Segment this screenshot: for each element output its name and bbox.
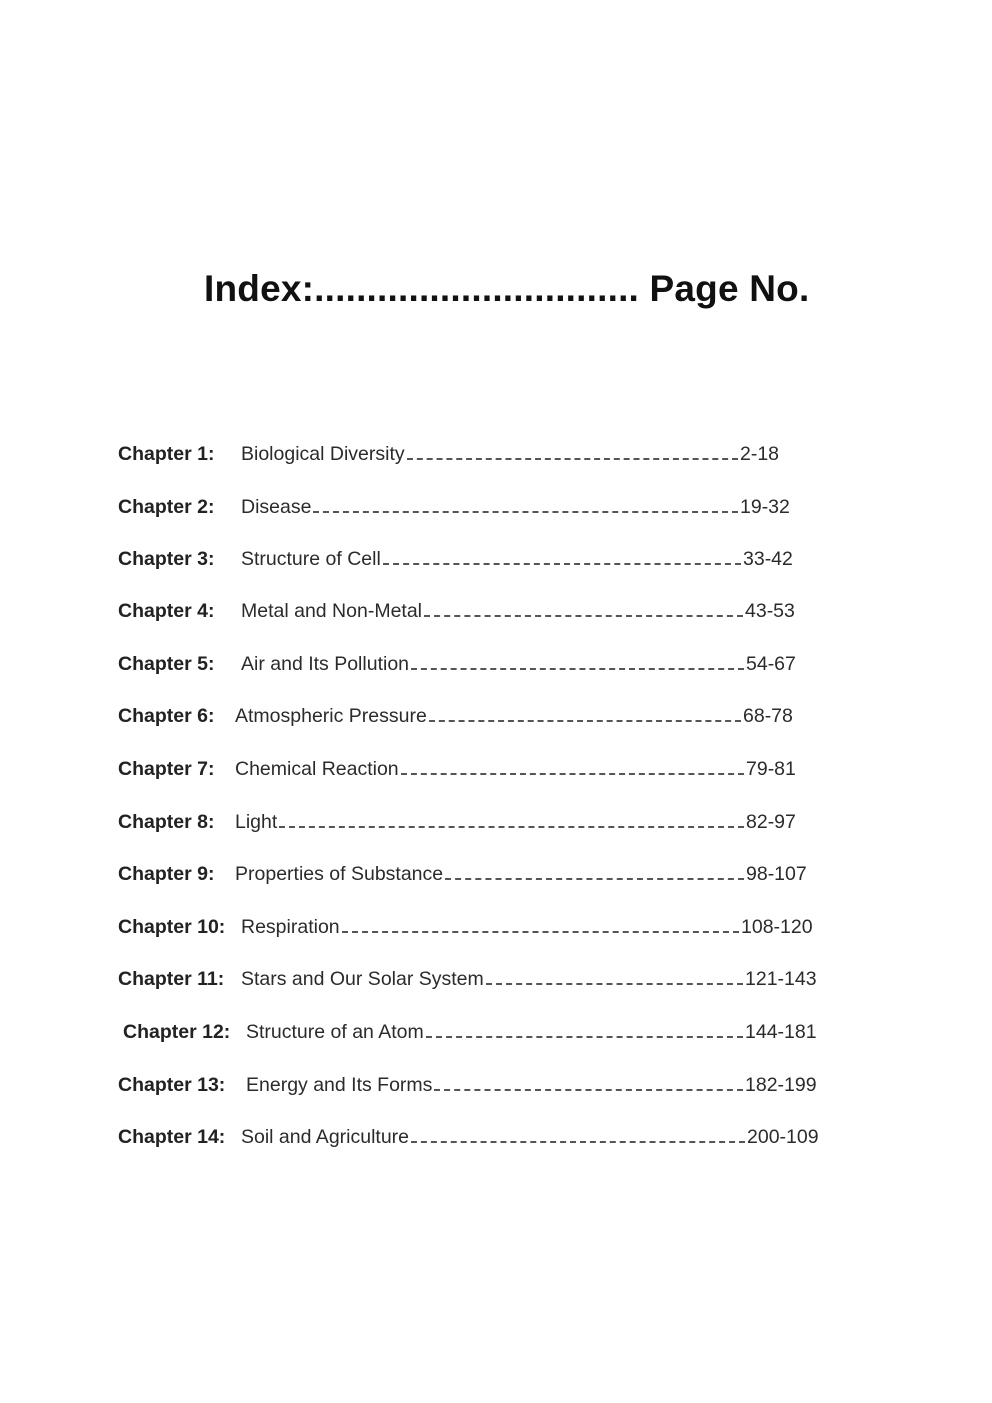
chapter-number: Chapter 14: bbox=[118, 1126, 226, 1148]
chapter-title: Atmospheric Pressure bbox=[235, 702, 428, 730]
page-range: 144-181 bbox=[745, 1021, 817, 1043]
toc-entry bbox=[118, 440, 838, 468]
dotted-leader bbox=[426, 1036, 743, 1038]
chapter-number: Chapter 12: bbox=[123, 1021, 231, 1043]
chapter-number: Chapter 6: bbox=[118, 705, 215, 727]
chapter-title: Air and Its Pollution bbox=[241, 650, 410, 678]
toc-entry bbox=[118, 1071, 838, 1099]
page-range: 79-81 bbox=[746, 758, 796, 780]
chapter-title: Metal and Non-Metal bbox=[241, 597, 423, 625]
chapter-number: Chapter 11: bbox=[118, 968, 225, 990]
toc-entry bbox=[118, 702, 838, 730]
dotted-leader bbox=[407, 458, 738, 460]
chapter-title: Soil and Agriculture bbox=[241, 1123, 410, 1151]
chapter-title: Structure of Cell bbox=[241, 545, 382, 573]
toc-entry bbox=[118, 597, 838, 625]
chapter-title: Biological Diversity bbox=[241, 440, 406, 468]
toc-entry bbox=[118, 860, 838, 888]
dotted-leader bbox=[411, 1141, 745, 1143]
chapter-number: Chapter 1: bbox=[118, 443, 215, 465]
chapter-number: Chapter 10: bbox=[118, 916, 226, 938]
page-range: 182-199 bbox=[745, 1074, 817, 1096]
page-range: 82-97 bbox=[746, 811, 796, 833]
toc-entry bbox=[118, 545, 838, 573]
toc-entry bbox=[118, 808, 838, 836]
chapter-number: Chapter 3: bbox=[118, 548, 215, 570]
page-range: 121-143 bbox=[745, 968, 817, 990]
chapter-number: Chapter 4: bbox=[118, 600, 215, 622]
chapter-title: Structure of an Atom bbox=[246, 1018, 425, 1046]
index-heading: Index:............................... Page No. bbox=[204, 268, 810, 309]
dotted-leader bbox=[411, 668, 744, 670]
chapter-title: Light bbox=[235, 808, 278, 836]
toc-entry bbox=[118, 965, 838, 993]
page-range: 98-107 bbox=[746, 863, 807, 885]
chapter-number: Chapter 13: bbox=[118, 1074, 226, 1096]
dotted-leader bbox=[424, 615, 743, 617]
dotted-leader bbox=[445, 878, 744, 880]
dotted-leader bbox=[383, 563, 741, 565]
chapter-title: Disease bbox=[241, 493, 312, 521]
dotted-leader bbox=[486, 983, 743, 985]
chapter-number: Chapter 5: bbox=[118, 653, 215, 675]
toc-entry bbox=[118, 650, 838, 678]
page-range: 108-120 bbox=[741, 916, 813, 938]
page-range: 54-67 bbox=[746, 653, 796, 675]
dotted-leader bbox=[434, 1089, 743, 1091]
toc-entry bbox=[123, 1018, 843, 1046]
toc-entry bbox=[118, 755, 838, 783]
chapter-title: Respiration bbox=[241, 913, 341, 941]
chapter-title: Chemical Reaction bbox=[235, 755, 400, 783]
chapter-number: Chapter 9: bbox=[118, 863, 215, 885]
dotted-leader bbox=[313, 511, 738, 513]
page-range: 43-53 bbox=[745, 600, 795, 622]
dotted-leader bbox=[401, 773, 744, 775]
dotted-leader bbox=[279, 826, 744, 828]
page-range: 19-32 bbox=[740, 496, 790, 518]
page-range: 33-42 bbox=[743, 548, 793, 570]
chapter-number: Chapter 7: bbox=[118, 758, 215, 780]
chapter-number: Chapter 8: bbox=[118, 811, 215, 833]
dotted-leader bbox=[342, 931, 739, 933]
toc-entry bbox=[118, 913, 838, 941]
dotted-leader bbox=[429, 720, 741, 722]
toc-entry bbox=[118, 493, 838, 521]
chapter-title: Properties of Substance bbox=[235, 860, 444, 888]
chapter-title: Energy and Its Forms bbox=[246, 1071, 433, 1099]
page-range: 68-78 bbox=[743, 705, 793, 727]
page-range: 2-18 bbox=[740, 443, 780, 465]
page-range: 200-109 bbox=[747, 1126, 819, 1148]
chapter-title: Stars and Our Solar System bbox=[241, 965, 485, 993]
chapter-number: Chapter 2: bbox=[118, 496, 215, 518]
toc-entry bbox=[118, 1123, 838, 1151]
